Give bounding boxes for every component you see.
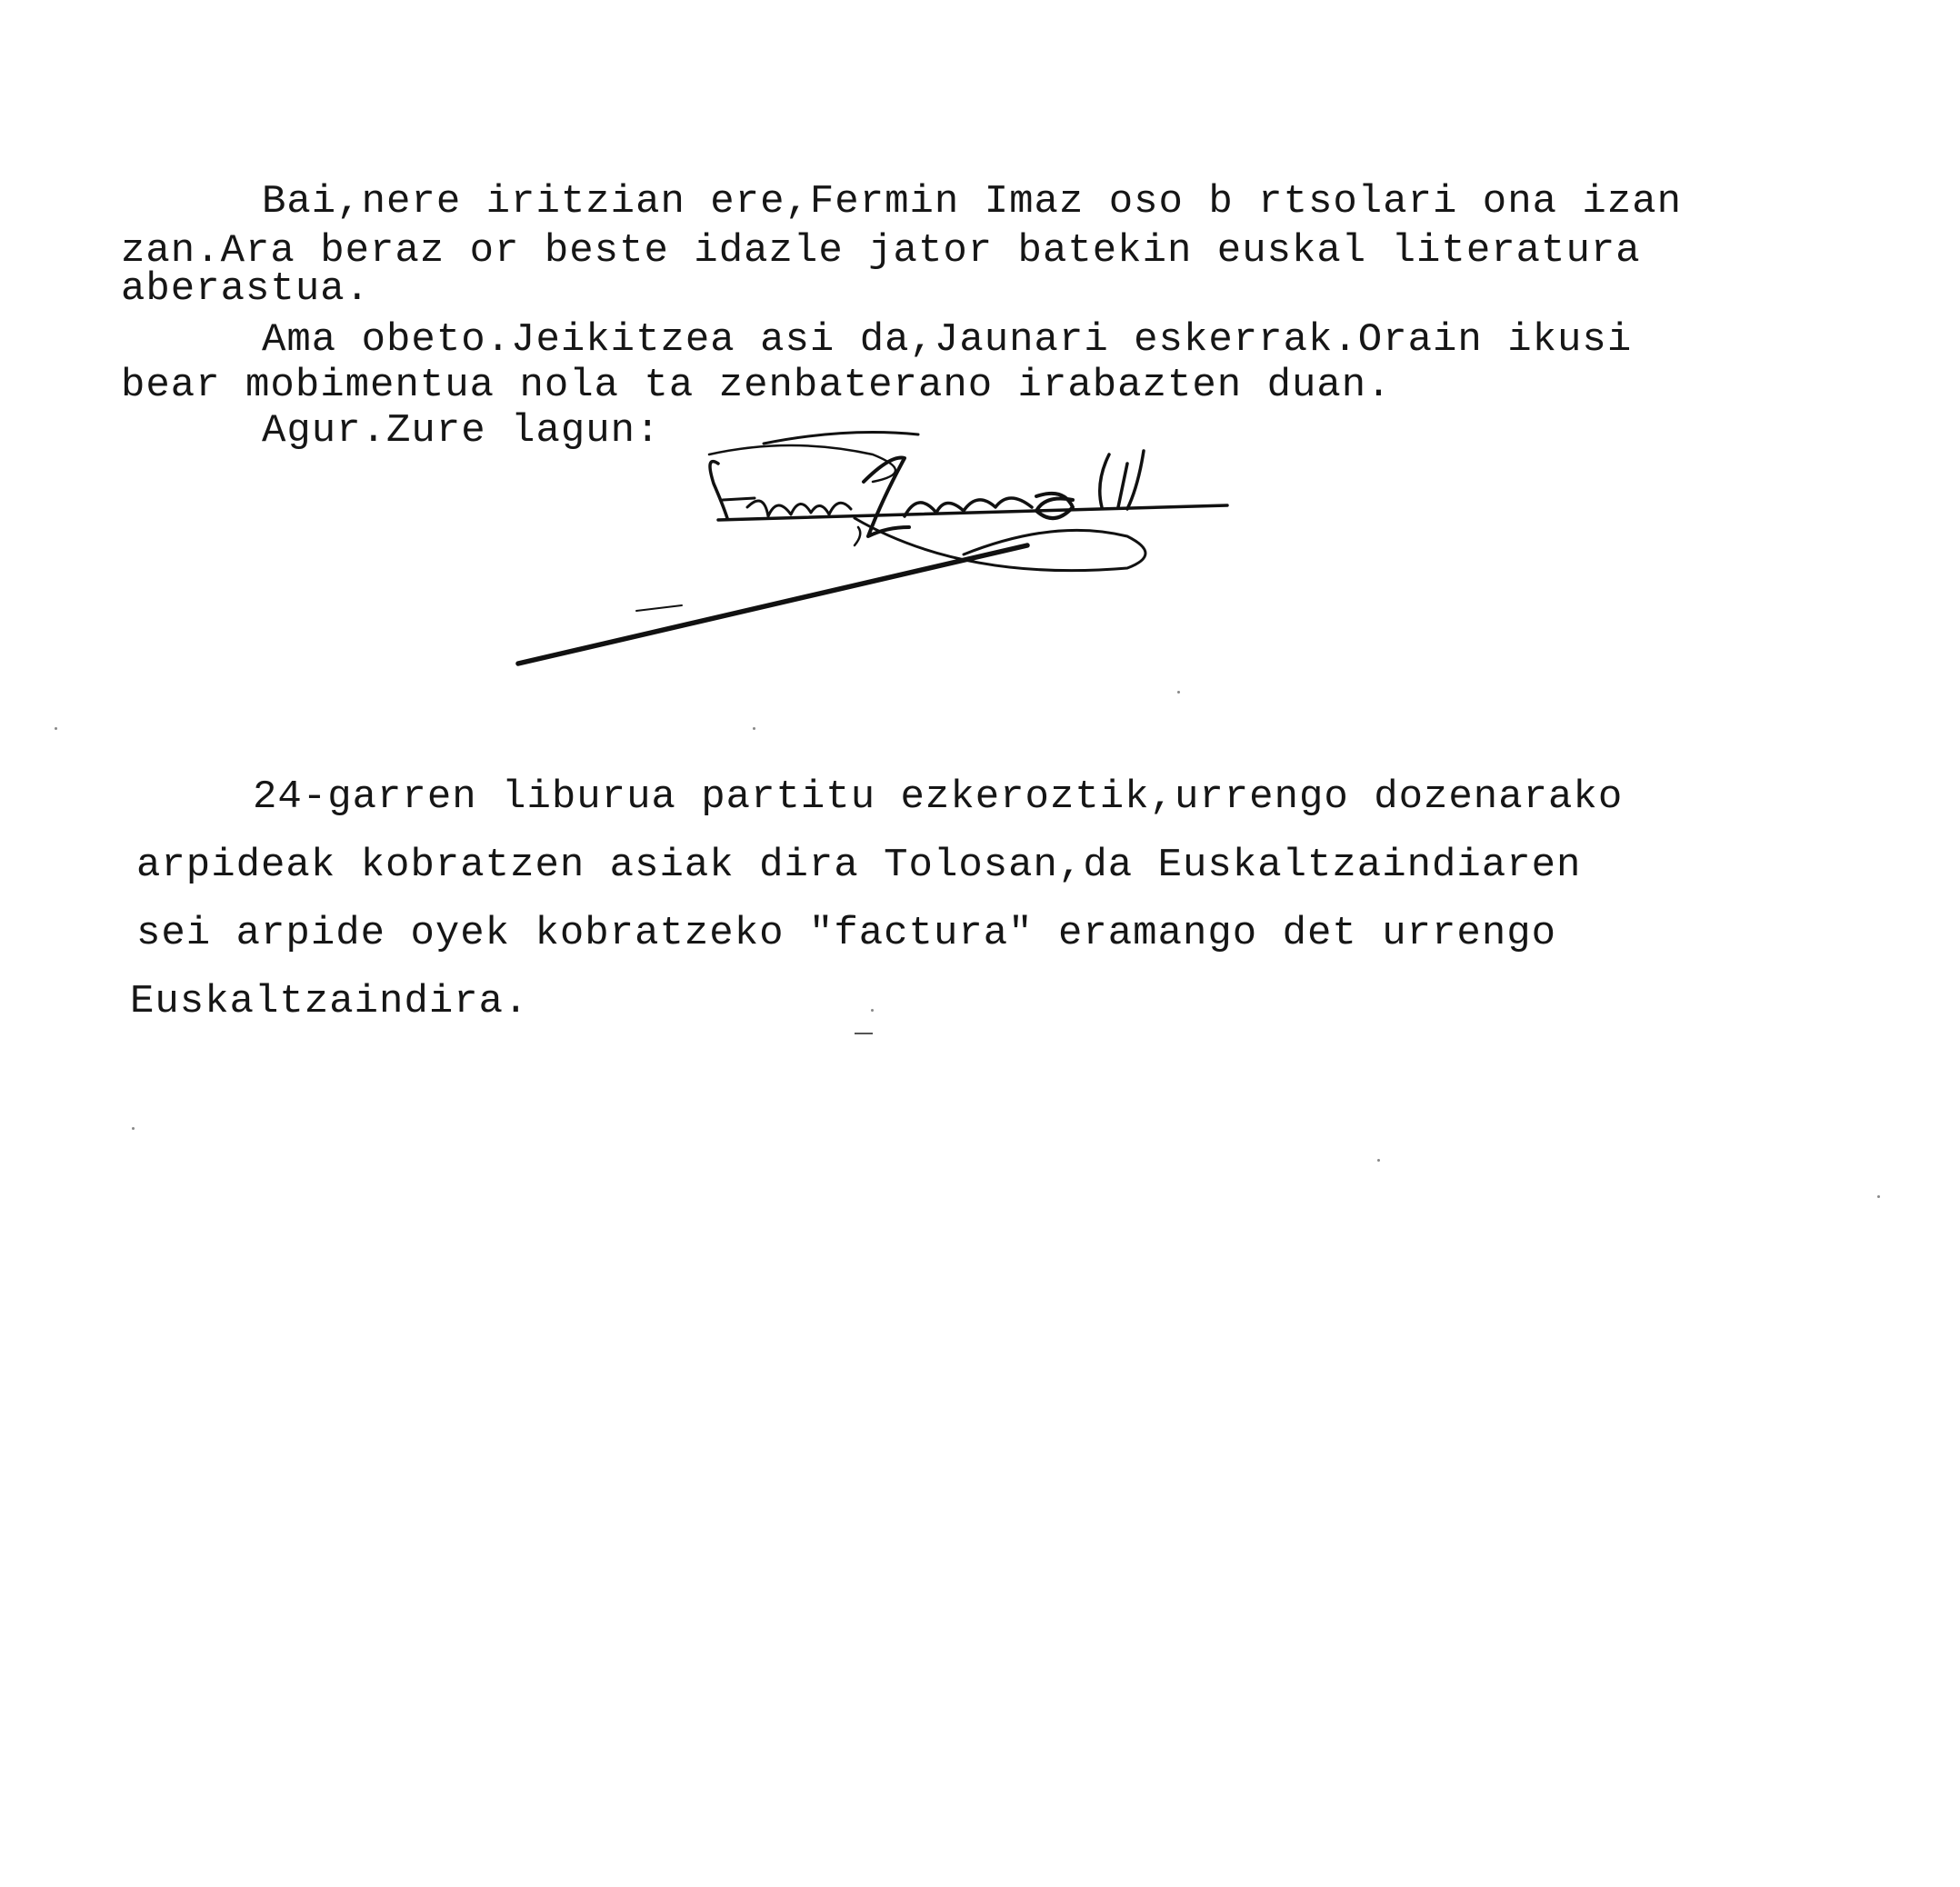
postscript-line2: arpideak kobratzen asiak dira Tolosan,da Euskaltzaindiaren xyxy=(136,843,1582,888)
scan-speck xyxy=(871,1009,874,1012)
paragraph2-line1: Ama obeto.Jeikitzea asi da,Jaunari eskerrak.Orain ikusi xyxy=(262,317,1633,363)
handwritten-signature xyxy=(491,400,1245,691)
scan-speck xyxy=(132,1127,135,1130)
postscript-line1: 24-garren liburua partitu ezkeroztik,urrengo dozenarako xyxy=(253,774,1624,820)
paragraph1-line1: Bai,nere iritzian ere,Fermin Imaz oso b rtsolari ona izan xyxy=(262,179,1683,225)
scan-speck xyxy=(753,727,755,730)
postscript-line4: Euskaltzaindira. xyxy=(130,979,529,1024)
scan-speck xyxy=(1177,691,1180,694)
paragraph1-line3: aberastua. xyxy=(121,266,371,312)
paragraph1-line2: zan.Ara beraz or beste idazle jator batekin euskal literatura xyxy=(121,228,1641,274)
scan-speck xyxy=(1877,1195,1880,1198)
paragraph2-line2: bear mobimentua nola ta zenbaterano irabazten duan. xyxy=(121,363,1392,408)
scan-speck xyxy=(55,727,57,730)
closing-line: Agur.Zure lagun: xyxy=(262,408,661,454)
postscript-line3: sei arpide oyek kobratzeko "factura" eramango det urrengo xyxy=(136,911,1557,956)
scan-dash xyxy=(855,1033,873,1034)
scan-speck xyxy=(1377,1159,1380,1162)
